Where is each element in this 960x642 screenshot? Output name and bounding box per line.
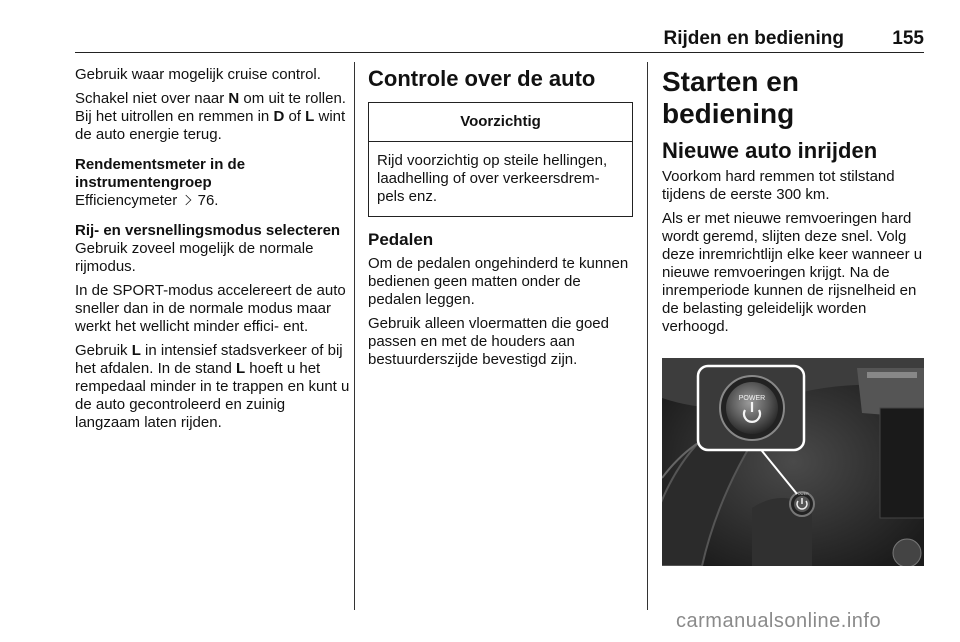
subheading: Rendementsmeter in de instrumentengroep [75,156,246,191]
power-label-small: POWER [795,492,809,496]
power-label: POWER [738,395,766,402]
power-button-photo [662,358,924,566]
page-ref-icon [181,195,192,206]
section-title: Rijden en bediening [663,28,844,49]
column-divider [354,62,355,610]
page-number: 155 [892,28,924,49]
column-2 [368,66,633,375]
warning-text: Rijd voorzichtig op steile hellingen, laadhelling of over verkeersdrem- pels enz. [377,152,608,205]
paragraph: Gebruik zoveel mogelijk de normale rijmodus. [75,240,314,275]
subheading: Rij- en versnellingsmodus selecteren [75,222,341,239]
paragraph: Gebruik waar mogelijk cruise control. [75,66,321,83]
section-heading: Nieuwe auto inrijden [662,138,878,163]
chapter-heading: Starten en bediening [662,66,799,129]
paragraph: Gebruik L in intensief stadsverkeer of bij het afdalen. In de stand L hoeft u het rempedaal minder in te trappen en kunt u de auto gecontroleerd en zuinig langzaam laten rijden. [75,342,350,431]
paragraph: Als er met nieuwe remvoeringen hard wordt geremd, slijten deze snel. Volg deze inremrichtlijn elke keer wanneer u nieuwe remvoeringen krijgt. Na de inremperiode kunnen de rijsnelheid en de belasting geleidelijk worden verhoogd. [662,210,923,335]
column-divider [647,62,648,610]
warning-title: Voorzichtig [369,103,632,142]
warning-box [368,102,633,217]
section-heading: Controle over de auto [368,66,596,91]
subheading: Pedalen [368,230,434,249]
paragraph: Voorkom hard remmen tot stilstand tijdens de eerste 300 km. [662,168,895,203]
watermark: carmanualsonline.info [676,610,882,632]
paragraph: Schakel niet over naar N om uit te rollen. Bij het uitrollen en remmen in D of L wint de auto energie terug. [75,90,346,143]
column-1 [75,66,350,438]
paragraph: Efficiencymeter 76. [75,192,219,209]
paragraph: In de SPORT-modus accelereert de auto sneller dan in de normale modus maar werkt het wellicht minder effici- ent. [75,282,346,335]
paragraph: Gebruik alleen vloermatten die goed passen en met de houders aan bestuurderszijde bevestigd zijn. [368,315,609,368]
column-3 [662,66,924,392]
paragraph: Om de pedalen ongehinderd te kunnen bedienen geen matten onder de pedalen leggen. [368,255,629,308]
page-header [75,28,924,53]
